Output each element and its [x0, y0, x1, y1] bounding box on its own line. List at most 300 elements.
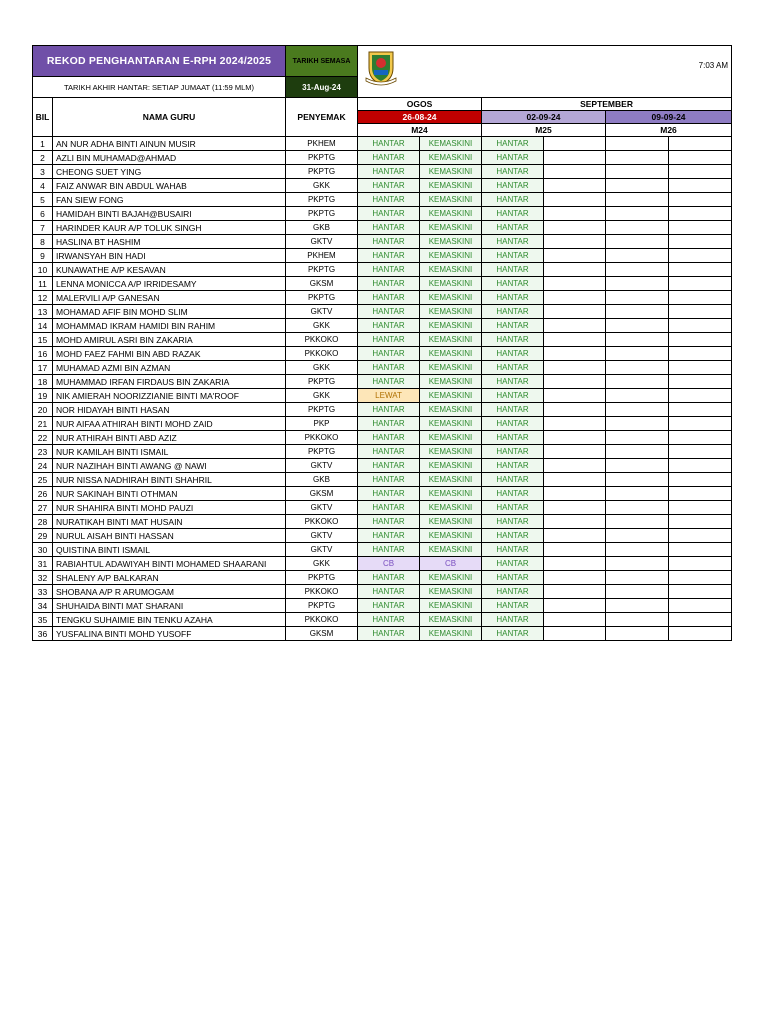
status-m25-submit-cell[interactable]: HANTAR	[482, 459, 544, 473]
status-m25-submit-cell[interactable]: HANTAR	[482, 333, 544, 347]
status-m26-submit-cell[interactable]	[606, 277, 669, 291]
status-m26-update-cell[interactable]	[669, 557, 732, 571]
row-bil-cell[interactable]: 20	[33, 403, 53, 417]
row-name-cell[interactable]: SHUHAIDA BINTI MAT SHARANI	[53, 599, 286, 613]
row-name-cell[interactable]: IRWANSYAH BIN HADI	[53, 249, 286, 263]
row-name-cell[interactable]: MOHD AMIRUL ASRI BIN ZAKARIA	[53, 333, 286, 347]
status-m25-update-cell[interactable]	[544, 207, 606, 221]
status-m25-submit-cell[interactable]: HANTAR	[482, 319, 544, 333]
status-m25-submit-cell[interactable]: HANTAR	[482, 347, 544, 361]
status-m26-submit-cell[interactable]	[606, 151, 669, 165]
row-penyemak-cell[interactable]: GKTV	[286, 305, 358, 319]
status-m24-update-cell[interactable]: KEMASKINI	[420, 473, 482, 487]
status-m25-update-cell[interactable]	[544, 291, 606, 305]
status-m24-update-cell[interactable]: KEMASKINI	[420, 571, 482, 585]
row-penyemak-cell[interactable]: PKPTG	[286, 263, 358, 277]
status-m25-submit-cell[interactable]: HANTAR	[482, 627, 544, 641]
status-m26-submit-cell[interactable]	[606, 137, 669, 151]
status-m26-update-cell[interactable]	[669, 165, 732, 179]
status-m25-update-cell[interactable]	[544, 515, 606, 529]
row-name-cell[interactable]: FAN SIEW FONG	[53, 193, 286, 207]
status-m24-update-cell[interactable]: KEMASKINI	[420, 403, 482, 417]
col-penyemak-header[interactable]: PENYEMAK	[286, 98, 358, 137]
status-m26-update-cell[interactable]	[669, 487, 732, 501]
status-m25-update-cell[interactable]	[544, 501, 606, 515]
row-name-cell[interactable]: KUNAWATHE A/P KESAVAN	[53, 263, 286, 277]
row-bil-cell[interactable]: 26	[33, 487, 53, 501]
col-nama-header[interactable]: NAMA GURU	[53, 98, 286, 137]
status-m26-submit-cell[interactable]	[606, 207, 669, 221]
status-m24-update-cell[interactable]: KEMASKINI	[420, 445, 482, 459]
row-name-cell[interactable]: NOR HIDAYAH BINTI HASAN	[53, 403, 286, 417]
status-m24-submit-cell[interactable]: HANTAR	[358, 445, 420, 459]
status-m24-submit-cell[interactable]: HANTAR	[358, 347, 420, 361]
status-m26-update-cell[interactable]	[669, 291, 732, 305]
status-m26-update-cell[interactable]	[669, 263, 732, 277]
month-september[interactable]: SEPTEMBER	[482, 98, 732, 111]
status-m26-update-cell[interactable]	[669, 319, 732, 333]
status-m25-submit-cell[interactable]: HANTAR	[482, 361, 544, 375]
row-penyemak-cell[interactable]: GKK	[286, 319, 358, 333]
status-m26-submit-cell[interactable]	[606, 361, 669, 375]
row-bil-cell[interactable]: 31	[33, 557, 53, 571]
status-m26-update-cell[interactable]	[669, 389, 732, 403]
status-m24-submit-cell[interactable]: HANTAR	[358, 207, 420, 221]
status-m26-submit-cell[interactable]	[606, 193, 669, 207]
row-penyemak-cell[interactable]: PKPTG	[286, 403, 358, 417]
row-penyemak-cell[interactable]: PKPTG	[286, 445, 358, 459]
status-m26-update-cell[interactable]	[669, 151, 732, 165]
month-ogos[interactable]: OGOS	[358, 98, 482, 111]
status-m25-submit-cell[interactable]: HANTAR	[482, 151, 544, 165]
status-m24-update-cell[interactable]: KEMASKINI	[420, 347, 482, 361]
status-m25-submit-cell[interactable]: HANTAR	[482, 557, 544, 571]
status-m26-update-cell[interactable]	[669, 515, 732, 529]
status-m26-update-cell[interactable]	[669, 333, 732, 347]
status-m24-submit-cell[interactable]: HANTAR	[358, 627, 420, 641]
status-m24-update-cell[interactable]: KEMASKINI	[420, 375, 482, 389]
row-bil-cell[interactable]: 23	[33, 445, 53, 459]
row-penyemak-cell[interactable]: PKKOKO	[286, 585, 358, 599]
row-penyemak-cell[interactable]: PKHEM	[286, 249, 358, 263]
row-penyemak-cell[interactable]: GKK	[286, 389, 358, 403]
status-m25-submit-cell[interactable]: HANTAR	[482, 137, 544, 151]
status-m25-submit-cell[interactable]: HANTAR	[482, 613, 544, 627]
row-penyemak-cell[interactable]: GKSM	[286, 277, 358, 291]
status-m26-submit-cell[interactable]	[606, 473, 669, 487]
status-m26-submit-cell[interactable]	[606, 585, 669, 599]
row-bil-cell[interactable]: 4	[33, 179, 53, 193]
row-bil-cell[interactable]: 10	[33, 263, 53, 277]
status-m25-update-cell[interactable]	[544, 305, 606, 319]
row-bil-cell[interactable]: 12	[33, 291, 53, 305]
status-m24-submit-cell[interactable]: HANTAR	[358, 599, 420, 613]
status-m26-submit-cell[interactable]	[606, 445, 669, 459]
status-m25-update-cell[interactable]	[544, 249, 606, 263]
status-m24-submit-cell[interactable]: HANTAR	[358, 277, 420, 291]
status-m26-submit-cell[interactable]	[606, 375, 669, 389]
row-name-cell[interactable]: RABIAHTUL ADAWIYAH BINTI MOHAMED SHAARANI	[53, 557, 286, 571]
row-bil-cell[interactable]: 9	[33, 249, 53, 263]
status-m26-submit-cell[interactable]	[606, 529, 669, 543]
status-m25-update-cell[interactable]	[544, 459, 606, 473]
status-m24-submit-cell[interactable]: HANTAR	[358, 249, 420, 263]
row-bil-cell[interactable]: 14	[33, 319, 53, 333]
status-m25-update-cell[interactable]	[544, 277, 606, 291]
status-m25-submit-cell[interactable]: HANTAR	[482, 193, 544, 207]
row-bil-cell[interactable]: 7	[33, 221, 53, 235]
status-m26-update-cell[interactable]	[669, 501, 732, 515]
status-m24-submit-cell[interactable]: HANTAR	[358, 263, 420, 277]
row-bil-cell[interactable]: 11	[33, 277, 53, 291]
status-m25-update-cell[interactable]	[544, 361, 606, 375]
status-m26-submit-cell[interactable]	[606, 389, 669, 403]
row-bil-cell[interactable]: 5	[33, 193, 53, 207]
row-name-cell[interactable]: MOHD FAEZ FAHMI BIN ABD RAZAK	[53, 347, 286, 361]
status-m25-update-cell[interactable]	[544, 571, 606, 585]
row-name-cell[interactable]: HAMIDAH BINTI BAJAH@BUSAIRI	[53, 207, 286, 221]
row-penyemak-cell[interactable]: PKPTG	[286, 193, 358, 207]
row-name-cell[interactable]: NUR ATHIRAH BINTI ABD AZIZ	[53, 431, 286, 445]
status-m25-update-cell[interactable]	[544, 473, 606, 487]
status-m24-update-cell[interactable]: KEMASKINI	[420, 235, 482, 249]
status-m24-submit-cell[interactable]: CB	[358, 557, 420, 571]
status-m24-submit-cell[interactable]: HANTAR	[358, 179, 420, 193]
row-bil-cell[interactable]: 21	[33, 417, 53, 431]
status-m26-update-cell[interactable]	[669, 305, 732, 319]
status-m25-update-cell[interactable]	[544, 179, 606, 193]
status-m24-update-cell[interactable]: KEMASKINI	[420, 263, 482, 277]
status-m24-submit-cell[interactable]: HANTAR	[358, 403, 420, 417]
status-m25-update-cell[interactable]	[544, 529, 606, 543]
status-m25-update-cell[interactable]	[544, 557, 606, 571]
row-penyemak-cell[interactable]: GKK	[286, 557, 358, 571]
status-m25-update-cell[interactable]	[544, 193, 606, 207]
row-penyemak-cell[interactable]: GKK	[286, 179, 358, 193]
status-m24-submit-cell[interactable]: HANTAR	[358, 543, 420, 557]
status-m26-submit-cell[interactable]	[606, 305, 669, 319]
row-bil-cell[interactable]: 2	[33, 151, 53, 165]
row-name-cell[interactable]: NUR AIFAA ATHIRAH BINTI MOHD ZAID	[53, 417, 286, 431]
row-name-cell[interactable]: SHALENY A/P BALKARAN	[53, 571, 286, 585]
status-m24-submit-cell[interactable]: HANTAR	[358, 487, 420, 501]
status-m24-update-cell[interactable]: KEMASKINI	[420, 277, 482, 291]
status-m25-update-cell[interactable]	[544, 403, 606, 417]
week-date-m26[interactable]: 09-09-24	[606, 111, 732, 124]
row-bil-cell[interactable]: 25	[33, 473, 53, 487]
row-name-cell[interactable]: AN NUR ADHA BINTI AINUN MUSIR	[53, 137, 286, 151]
status-m26-update-cell[interactable]	[669, 179, 732, 193]
status-m25-submit-cell[interactable]: HANTAR	[482, 529, 544, 543]
row-name-cell[interactable]: FAIZ ANWAR BIN ABDUL WAHAB	[53, 179, 286, 193]
status-m26-submit-cell[interactable]	[606, 501, 669, 515]
status-m25-update-cell[interactable]	[544, 151, 606, 165]
status-m25-update-cell[interactable]	[544, 235, 606, 249]
status-m24-update-cell[interactable]: KEMASKINI	[420, 291, 482, 305]
status-m24-submit-cell[interactable]: HANTAR	[358, 375, 420, 389]
row-bil-cell[interactable]: 8	[33, 235, 53, 249]
status-m25-update-cell[interactable]	[544, 319, 606, 333]
status-m24-submit-cell[interactable]: HANTAR	[358, 305, 420, 319]
row-name-cell[interactable]: TENGKU SUHAIMIE BIN TENKU AZAHA	[53, 613, 286, 627]
row-bil-cell[interactable]: 18	[33, 375, 53, 389]
status-m25-submit-cell[interactable]: HANTAR	[482, 375, 544, 389]
status-m26-update-cell[interactable]	[669, 375, 732, 389]
row-penyemak-cell[interactable]: PKKOKO	[286, 347, 358, 361]
row-bil-cell[interactable]: 30	[33, 543, 53, 557]
status-m26-submit-cell[interactable]	[606, 431, 669, 445]
row-penyemak-cell[interactable]: PKKOKO	[286, 431, 358, 445]
week-date-m25[interactable]: 02-09-24	[482, 111, 606, 124]
status-m26-update-cell[interactable]	[669, 627, 732, 641]
row-name-cell[interactable]: HASLINA BT HASHIM	[53, 235, 286, 249]
status-m24-update-cell[interactable]: KEMASKINI	[420, 585, 482, 599]
status-m24-update-cell[interactable]: KEMASKINI	[420, 319, 482, 333]
status-m24-update-cell[interactable]: KEMASKINI	[420, 165, 482, 179]
status-m26-submit-cell[interactable]	[606, 543, 669, 557]
status-m24-update-cell[interactable]: KEMASKINI	[420, 417, 482, 431]
row-bil-cell[interactable]: 27	[33, 501, 53, 515]
status-m25-update-cell[interactable]	[544, 627, 606, 641]
status-m26-update-cell[interactable]	[669, 403, 732, 417]
row-name-cell[interactable]: NUR SAKINAH BINTI OTHMAN	[53, 487, 286, 501]
row-bil-cell[interactable]: 32	[33, 571, 53, 585]
status-m26-update-cell[interactable]	[669, 459, 732, 473]
status-m25-update-cell[interactable]	[544, 165, 606, 179]
row-name-cell[interactable]: QUISTINA BINTI ISMAIL	[53, 543, 286, 557]
status-m24-update-cell[interactable]: KEMASKINI	[420, 459, 482, 473]
row-penyemak-cell[interactable]: GKTV	[286, 459, 358, 473]
row-name-cell[interactable]: MUHAMMAD IRFAN FIRDAUS BIN ZAKARIA	[53, 375, 286, 389]
status-m26-submit-cell[interactable]	[606, 487, 669, 501]
status-m25-submit-cell[interactable]: HANTAR	[482, 445, 544, 459]
status-m26-submit-cell[interactable]	[606, 249, 669, 263]
status-m26-update-cell[interactable]	[669, 361, 732, 375]
status-m24-submit-cell[interactable]: HANTAR	[358, 529, 420, 543]
status-m24-update-cell[interactable]: KEMASKINI	[420, 221, 482, 235]
status-m24-update-cell[interactable]: KEMASKINI	[420, 151, 482, 165]
status-m24-update-cell[interactable]: KEMASKINI	[420, 207, 482, 221]
row-penyemak-cell[interactable]: PKPTG	[286, 291, 358, 305]
status-m26-submit-cell[interactable]	[606, 403, 669, 417]
row-bil-cell[interactable]: 29	[33, 529, 53, 543]
status-m24-submit-cell[interactable]: HANTAR	[358, 431, 420, 445]
status-m25-submit-cell[interactable]: HANTAR	[482, 599, 544, 613]
status-m24-update-cell[interactable]: KEMASKINI	[420, 613, 482, 627]
row-name-cell[interactable]: NUR KAMILAH BINTI ISMAIL	[53, 445, 286, 459]
status-m25-update-cell[interactable]	[544, 375, 606, 389]
row-penyemak-cell[interactable]: GKSM	[286, 487, 358, 501]
status-m24-submit-cell[interactable]: HANTAR	[358, 613, 420, 627]
status-m24-submit-cell[interactable]: HANTAR	[358, 151, 420, 165]
row-penyemak-cell[interactable]: GKB	[286, 221, 358, 235]
status-m26-update-cell[interactable]	[669, 235, 732, 249]
row-name-cell[interactable]: CHEONG SUET YING	[53, 165, 286, 179]
row-penyemak-cell[interactable]: PKPTG	[286, 599, 358, 613]
status-m26-submit-cell[interactable]	[606, 221, 669, 235]
row-bil-cell[interactable]: 17	[33, 361, 53, 375]
row-name-cell[interactable]: NUR NISSA NADHIRAH BINTI SHAHRIL	[53, 473, 286, 487]
status-m24-update-cell[interactable]: KEMASKINI	[420, 431, 482, 445]
status-m25-submit-cell[interactable]: HANTAR	[482, 235, 544, 249]
status-m24-submit-cell[interactable]: HANTAR	[358, 515, 420, 529]
status-m25-submit-cell[interactable]: HANTAR	[482, 501, 544, 515]
status-m25-submit-cell[interactable]: HANTAR	[482, 585, 544, 599]
status-m25-submit-cell[interactable]: HANTAR	[482, 291, 544, 305]
status-m25-update-cell[interactable]	[544, 613, 606, 627]
row-name-cell[interactable]: MOHAMMAD IKRAM HAMIDI BIN RAHIM	[53, 319, 286, 333]
row-name-cell[interactable]: HARINDER KAUR A/P TOLUK SINGH	[53, 221, 286, 235]
status-m26-update-cell[interactable]	[669, 473, 732, 487]
status-m25-submit-cell[interactable]: HANTAR	[482, 473, 544, 487]
row-penyemak-cell[interactable]: PKPTG	[286, 165, 358, 179]
status-m24-submit-cell[interactable]: HANTAR	[358, 291, 420, 305]
deadline-note[interactable]: TARIKH AKHIR HANTAR: SETIAP JUMAAT (11:59 MLM)	[33, 77, 286, 98]
status-m25-update-cell[interactable]	[544, 487, 606, 501]
row-penyemak-cell[interactable]: PKP	[286, 417, 358, 431]
week-code-m26[interactable]: M26	[606, 124, 732, 137]
current-date-label[interactable]: TARIKH SEMASA	[286, 46, 358, 77]
status-m25-submit-cell[interactable]: HANTAR	[482, 543, 544, 557]
status-m26-submit-cell[interactable]	[606, 515, 669, 529]
row-bil-cell[interactable]: 19	[33, 389, 53, 403]
row-bil-cell[interactable]: 13	[33, 305, 53, 319]
status-m24-update-cell[interactable]: KEMASKINI	[420, 305, 482, 319]
row-penyemak-cell[interactable]: GKTV	[286, 529, 358, 543]
row-bil-cell[interactable]: 33	[33, 585, 53, 599]
status-m24-submit-cell[interactable]: HANTAR	[358, 501, 420, 515]
status-m25-update-cell[interactable]	[544, 333, 606, 347]
row-penyemak-cell[interactable]: PKPTG	[286, 571, 358, 585]
status-m24-submit-cell[interactable]: HANTAR	[358, 319, 420, 333]
row-name-cell[interactable]: NURUL AISAH BINTI HASSAN	[53, 529, 286, 543]
week-code-m24[interactable]: M24	[358, 124, 482, 137]
row-penyemak-cell[interactable]: PKKOKO	[286, 613, 358, 627]
status-m24-update-cell[interactable]: KEMASKINI	[420, 193, 482, 207]
status-m24-update-cell[interactable]: KEMASKINI	[420, 501, 482, 515]
status-m24-update-cell[interactable]: KEMASKINI	[420, 543, 482, 557]
status-m26-update-cell[interactable]	[669, 613, 732, 627]
week-code-m25[interactable]: M25	[482, 124, 606, 137]
status-m26-update-cell[interactable]	[669, 543, 732, 557]
status-m26-submit-cell[interactable]	[606, 613, 669, 627]
status-m25-submit-cell[interactable]: HANTAR	[482, 417, 544, 431]
status-m25-submit-cell[interactable]: HANTAR	[482, 221, 544, 235]
row-name-cell[interactable]: MOHAMAD AFIF BIN MOHD SLIM	[53, 305, 286, 319]
status-m26-submit-cell[interactable]	[606, 417, 669, 431]
row-bil-cell[interactable]: 16	[33, 347, 53, 361]
status-m26-submit-cell[interactable]	[606, 333, 669, 347]
status-m24-update-cell[interactable]: KEMASKINI	[420, 137, 482, 151]
status-m24-update-cell[interactable]: KEMASKINI	[420, 515, 482, 529]
status-m26-submit-cell[interactable]	[606, 235, 669, 249]
row-penyemak-cell[interactable]: GKK	[286, 361, 358, 375]
status-m26-update-cell[interactable]	[669, 347, 732, 361]
row-bil-cell[interactable]: 35	[33, 613, 53, 627]
status-m25-update-cell[interactable]	[544, 431, 606, 445]
status-m24-submit-cell[interactable]: HANTAR	[358, 571, 420, 585]
status-m26-submit-cell[interactable]	[606, 557, 669, 571]
status-m24-update-cell[interactable]: KEMASKINI	[420, 487, 482, 501]
status-m25-submit-cell[interactable]: HANTAR	[482, 165, 544, 179]
status-m24-submit-cell[interactable]: HANTAR	[358, 221, 420, 235]
status-m24-update-cell[interactable]: KEMASKINI	[420, 333, 482, 347]
status-m26-submit-cell[interactable]	[606, 627, 669, 641]
status-m26-submit-cell[interactable]	[606, 165, 669, 179]
status-m25-submit-cell[interactable]: HANTAR	[482, 207, 544, 221]
row-name-cell[interactable]: NIK AMIERAH NOORIZZIANIE BINTI MA'ROOF	[53, 389, 286, 403]
status-m26-submit-cell[interactable]	[606, 571, 669, 585]
status-m25-update-cell[interactable]	[544, 599, 606, 613]
status-m24-submit-cell[interactable]: HANTAR	[358, 235, 420, 249]
row-bil-cell[interactable]: 6	[33, 207, 53, 221]
row-penyemak-cell[interactable]: GKTV	[286, 543, 358, 557]
status-m25-submit-cell[interactable]: HANTAR	[482, 571, 544, 585]
status-m25-submit-cell[interactable]: HANTAR	[482, 389, 544, 403]
status-m25-submit-cell[interactable]: HANTAR	[482, 249, 544, 263]
row-penyemak-cell[interactable]: GKTV	[286, 235, 358, 249]
row-bil-cell[interactable]: 22	[33, 431, 53, 445]
status-m24-submit-cell[interactable]: HANTAR	[358, 333, 420, 347]
status-m26-update-cell[interactable]	[669, 221, 732, 235]
status-m24-submit-cell[interactable]: HANTAR	[358, 361, 420, 375]
row-name-cell[interactable]: MUHAMAD AZMI BIN AZMAN	[53, 361, 286, 375]
status-m26-submit-cell[interactable]	[606, 347, 669, 361]
status-m24-update-cell[interactable]: KEMASKINI	[420, 361, 482, 375]
status-m26-submit-cell[interactable]	[606, 179, 669, 193]
row-bil-cell[interactable]: 3	[33, 165, 53, 179]
status-m24-submit-cell[interactable]: HANTAR	[358, 137, 420, 151]
status-m24-submit-cell[interactable]: HANTAR	[358, 417, 420, 431]
status-m25-submit-cell[interactable]: HANTAR	[482, 277, 544, 291]
row-bil-cell[interactable]: 24	[33, 459, 53, 473]
col-bil-header[interactable]: BIL	[33, 98, 53, 137]
status-m25-submit-cell[interactable]: HANTAR	[482, 305, 544, 319]
status-m26-update-cell[interactable]	[669, 277, 732, 291]
status-m26-update-cell[interactable]	[669, 417, 732, 431]
row-penyemak-cell[interactable]: PKKOKO	[286, 515, 358, 529]
row-penyemak-cell[interactable]: PKPTG	[286, 151, 358, 165]
status-m24-submit-cell[interactable]: HANTAR	[358, 459, 420, 473]
status-m25-update-cell[interactable]	[544, 347, 606, 361]
status-m24-update-cell[interactable]: KEMASKINI	[420, 389, 482, 403]
status-m25-update-cell[interactable]	[544, 445, 606, 459]
status-m26-update-cell[interactable]	[669, 599, 732, 613]
status-m26-submit-cell[interactable]	[606, 319, 669, 333]
row-bil-cell[interactable]: 28	[33, 515, 53, 529]
status-m26-update-cell[interactable]	[669, 571, 732, 585]
status-m24-submit-cell[interactable]: LEWAT	[358, 389, 420, 403]
row-name-cell[interactable]: SHOBANA A/P R ARUMOGAM	[53, 585, 286, 599]
status-m26-update-cell[interactable]	[669, 249, 732, 263]
status-m24-submit-cell[interactable]: HANTAR	[358, 193, 420, 207]
status-m25-update-cell[interactable]	[544, 137, 606, 151]
status-m24-update-cell[interactable]: CB	[420, 557, 482, 571]
status-m24-submit-cell[interactable]: HANTAR	[358, 473, 420, 487]
status-m24-update-cell[interactable]: KEMASKINI	[420, 599, 482, 613]
status-m25-update-cell[interactable]	[544, 585, 606, 599]
status-m25-submit-cell[interactable]: HANTAR	[482, 403, 544, 417]
row-bil-cell[interactable]: 15	[33, 333, 53, 347]
row-penyemak-cell[interactable]: PKKOKO	[286, 333, 358, 347]
status-m24-update-cell[interactable]: KEMASKINI	[420, 179, 482, 193]
status-m25-submit-cell[interactable]: HANTAR	[482, 515, 544, 529]
status-m24-update-cell[interactable]: KEMASKINI	[420, 529, 482, 543]
status-m25-update-cell[interactable]	[544, 389, 606, 403]
row-name-cell[interactable]: AZLI BIN MUHAMAD@AHMAD	[53, 151, 286, 165]
status-m26-update-cell[interactable]	[669, 585, 732, 599]
status-m24-submit-cell[interactable]: HANTAR	[358, 165, 420, 179]
